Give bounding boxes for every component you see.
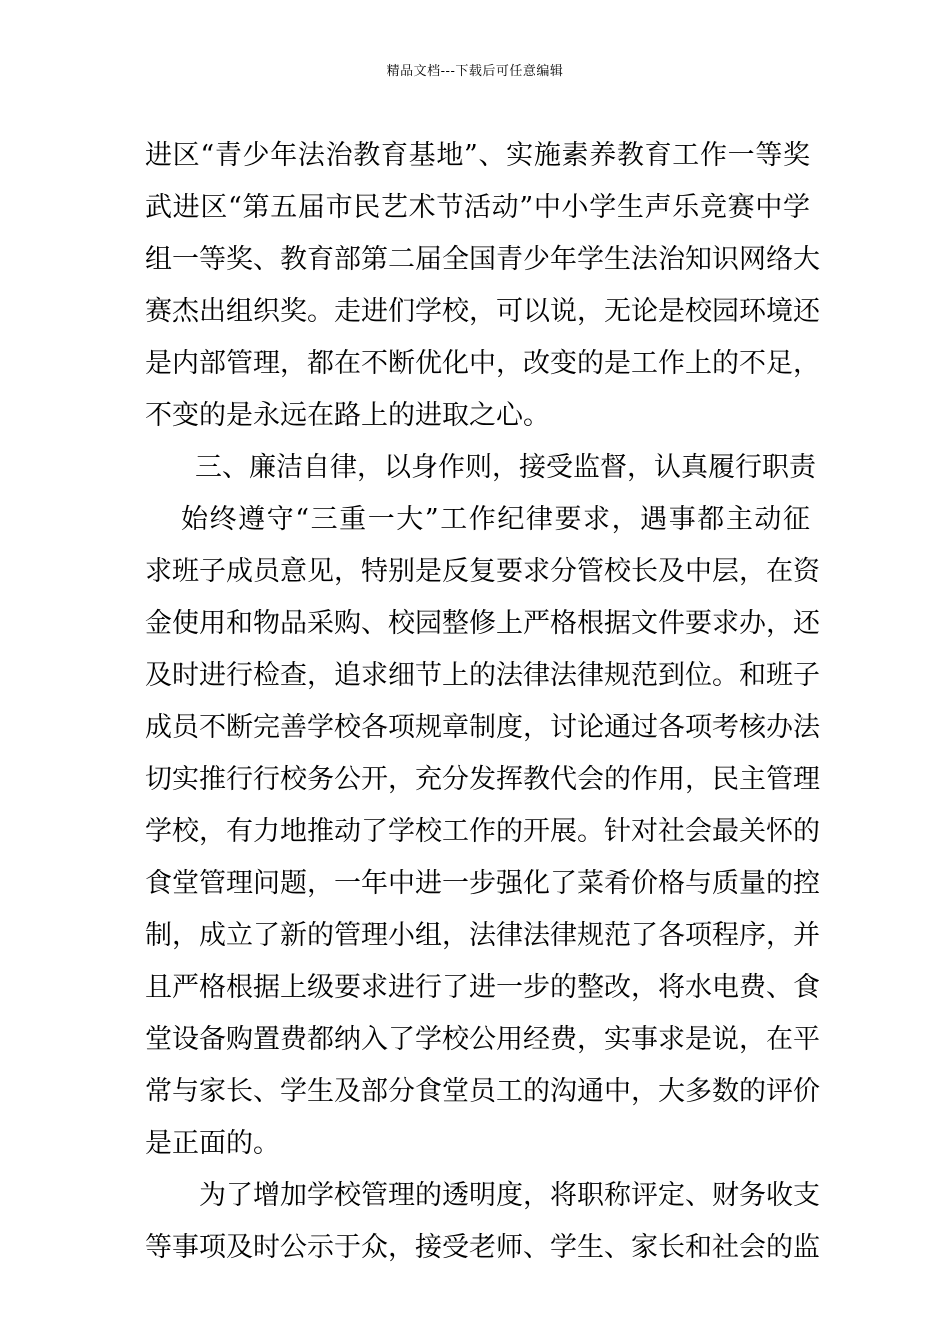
body-line: 常与家长、学生及部分食堂员工的沟通中，大多数的评价 — [145, 1076, 820, 1107]
body-line: 为了增加学校管理的透明度，将职称评定、财务收支 — [199, 1180, 820, 1211]
body-line: 制，成立了新的管理小组，法律法律规范了各项程序，并 — [145, 920, 820, 951]
body-line: 求班子成员意见，特别是反复要求分管校长及中层，在资 — [145, 556, 820, 587]
body-line: 等事项及时公示于众，接受老师、学生、家长和社会的监 — [145, 1232, 820, 1263]
body-line: 进区“青少年法治教育基地”、实施素养教育工作一等奖 — [145, 140, 810, 171]
body-line: 且严格根据上级要求进行了进一步的整改，将水电费、食 — [145, 972, 820, 1003]
document-body — [145, 130, 820, 1274]
section-heading: 三、廉洁自律，以身作则，接受监督，认真履行职责 — [195, 452, 816, 483]
body-line: 堂设备购置费都纳入了学校公用经费，实事求是说，在平 — [145, 1024, 820, 1055]
body-line: 始终遵守“三重一大”工作纪律要求，遇事都主动征 — [181, 504, 810, 535]
body-line: 成员不断完善学校各项规章制度，讨论通过各项考核办法 — [145, 712, 820, 743]
body-line: 组一等奖、教育部第二届全国青少年学生法治知识网络大 — [145, 244, 820, 275]
body-line: 学校，有力地推动了学校工作的开展。针对社会最关怀的 — [145, 816, 820, 847]
body-line: 不变的是永远在路上的进取之心。 — [145, 400, 550, 431]
body-line: 食堂管理问题，一年中进一步强化了菜肴价格与质量的控 — [145, 868, 820, 899]
body-line: 赛杰出组织奖。走进们学校，可以说，无论是校园环境还 — [145, 296, 820, 327]
body-line: 是正面的。 — [145, 1128, 280, 1159]
body-line: 金使用和物品采购、校园整修上严格根据文件要求办，还 — [145, 608, 820, 639]
page-header: 精品文档---下载后可任意编辑 — [386, 64, 564, 79]
body-line: 切实推行行校务公开，充分发挥教代会的作用，民主管理 — [145, 764, 820, 795]
body-line: 武进区“第五届市民艺术节活动”中小学生声乐竞赛中学 — [145, 192, 810, 223]
body-line: 是内部管理，都在不断优化中，改变的是工作上的不足， — [145, 348, 820, 379]
body-line: 及时进行检查，追求细节上的法律法律规范到位。和班子 — [145, 660, 820, 691]
